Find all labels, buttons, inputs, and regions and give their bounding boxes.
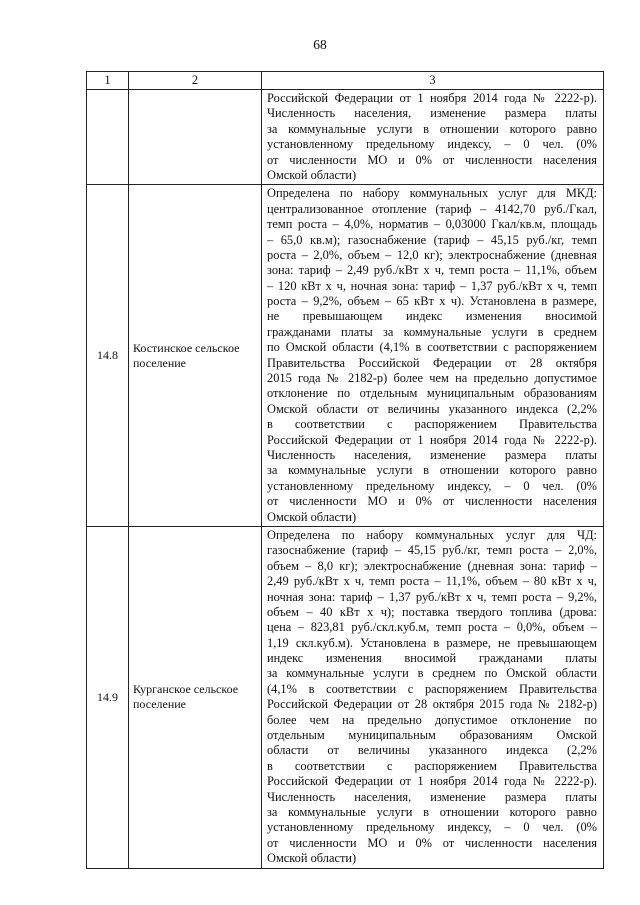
description-line: Омской области)	[267, 851, 357, 866]
municipal-tariff-table	[86, 71, 604, 869]
description-line: гражданами платы за коммунальные услуги в среднем	[267, 324, 597, 339]
row-number-cell	[87, 90, 129, 185]
description-line: индекс изменения вносимой гражданами платы	[267, 651, 597, 666]
table-row	[87, 90, 604, 185]
description-line: Определена по набору коммунальных услуг для ЧД:	[267, 527, 597, 542]
description-line: установленному предельному индексу, – 0 чел. (0%	[267, 820, 597, 835]
description-line: 2,49 руб./кВт х ч, темп роста – 11,1%, объем – 80 кВт х ч,	[267, 574, 597, 589]
description-line: за коммунальные услуги в отношении которого равно	[267, 804, 597, 819]
description-line: за коммунальные услуги в среднем по Омской области	[267, 666, 597, 681]
description-line: Определена по набору коммунальных услуг для МКД:	[267, 186, 597, 201]
description-line: централизованное отопление (тариф – 4142,70 руб./Гкал,	[267, 201, 597, 216]
settlement-name-cell: Костинское сельское поселение	[129, 185, 262, 527]
description-line: от численности МО и 0% от численности населения	[267, 835, 597, 850]
description-line: от численности МО и 0% от численности населения	[267, 494, 597, 509]
column-header-3: 3	[262, 72, 604, 90]
description-cell	[262, 526, 604, 868]
table-header-row	[87, 72, 604, 90]
description-line: отдельным муниципальным образованиям Омской	[267, 728, 597, 743]
page-number: 68	[313, 37, 327, 52]
description-cell	[262, 185, 604, 527]
description-line: от численности МО и 0% от численности населения	[267, 152, 597, 167]
settlement-name-cell	[129, 90, 262, 185]
description-line: установленному предельному индексу, – 0 чел. (0%	[267, 478, 597, 493]
description-line: (4,1% в соответствии с распоряжением Правительства	[267, 681, 597, 696]
description-line: роста – 2,0%, объем – 12,0 кг); электроснабжение (дневная	[267, 247, 597, 262]
description-line: в соответствии с распоряжением Правительства	[267, 417, 597, 432]
description-line: газоснабжение (тариф – 45,15 руб./кг, темп роста – 2,0%,	[267, 543, 597, 558]
description-line: Российской Федерации от 1 ноября 2014 года № 2222-р).	[267, 432, 597, 447]
description-line: Численность населения, изменение размера платы	[267, 789, 597, 804]
description-line: 2015 года № 2182-р) более чем на предельно допустимое	[267, 371, 597, 386]
description-line: – 65,0 кв.м); газоснабжение (тариф – 45,15 руб./кг, темп	[267, 232, 597, 247]
description-line: за коммунальные услуги в отношении которого равно	[267, 121, 597, 136]
description-line: области от величины указанного индекса (2,2%	[267, 743, 597, 758]
description-line: в соответствии с распоряжением Правительства	[267, 758, 597, 773]
description-line: Российской Федерации от 1 ноября 2014 года № 2222-р).	[267, 774, 597, 789]
table-row	[87, 185, 604, 527]
description-line: установленному предельному индексу, – 0 чел. (0%	[267, 137, 597, 152]
row-number-cell: 14.9	[87, 526, 129, 868]
description-line: отклонение по отдельным муниципальным образованиям	[267, 386, 597, 401]
description-line: Численность населения, изменение размера платы	[267, 447, 597, 462]
description-line: объем – 40 кВт х ч); поставка твердого топлива (дрова:	[267, 604, 597, 619]
description-line: не превышающем индекс изменения вносимой	[267, 309, 597, 324]
description-line: Правительства Российской Федерации от 28 октября	[267, 355, 597, 370]
description-line: – 120 кВт х ч, ночная зона: тариф – 1,37 руб./кВт х ч, темп	[267, 278, 597, 293]
description-line: 1,19 скл.куб.м). Установлена в размере, не превышающем	[267, 635, 597, 650]
column-header-2: 2	[129, 72, 262, 90]
description-line: Российской Федерации от 1 ноября 2014 года № 2222-р).	[267, 91, 597, 105]
description-line: Омской области от величины указанного индекса (2,2%	[267, 401, 597, 416]
description-line: более чем на предельно допустимое отклонение по	[267, 712, 597, 727]
description-line: Омской области)	[267, 167, 357, 182]
description-line: роста – 9,2%, объем – 65 кВт х ч). Установлена в размере,	[267, 294, 597, 309]
settlement-name-cell: Курганское сельское поселение	[129, 526, 262, 868]
description-line: по Омской области (4,1% в соответствии с распоряжением	[267, 340, 597, 355]
description-line: за коммунальные услуги в отношении которого равно	[267, 463, 597, 478]
row-number-cell: 14.8	[87, 185, 129, 527]
description-line: зона: тариф – 2,49 руб./кВт х ч, темп роста – 11,1%, объем	[267, 263, 597, 278]
table-row	[87, 526, 604, 868]
description-line: Омской области)	[267, 509, 357, 524]
description-line: ночная зона: тариф – 1,37 руб./кВт х ч, темп роста – 9,2%,	[267, 589, 597, 604]
description-line: темп роста – 4,0%, норматив – 0,03000 Гкал/кв.м, площадь	[267, 217, 597, 232]
description-line: Численность населения, изменение размера платы	[267, 106, 597, 121]
description-line: цена – 823,81 руб./скл.куб.м, темп роста – 0,0%, объем –	[267, 620, 597, 635]
column-header-1: 1	[87, 72, 129, 90]
description-line: объем – 8,0 кг); электроснабжение (дневная зона: тариф –	[267, 558, 597, 573]
description-line: Российской Федерации от 28 октября 2015 года № 2182-р)	[267, 697, 597, 712]
description-cell	[262, 90, 604, 185]
